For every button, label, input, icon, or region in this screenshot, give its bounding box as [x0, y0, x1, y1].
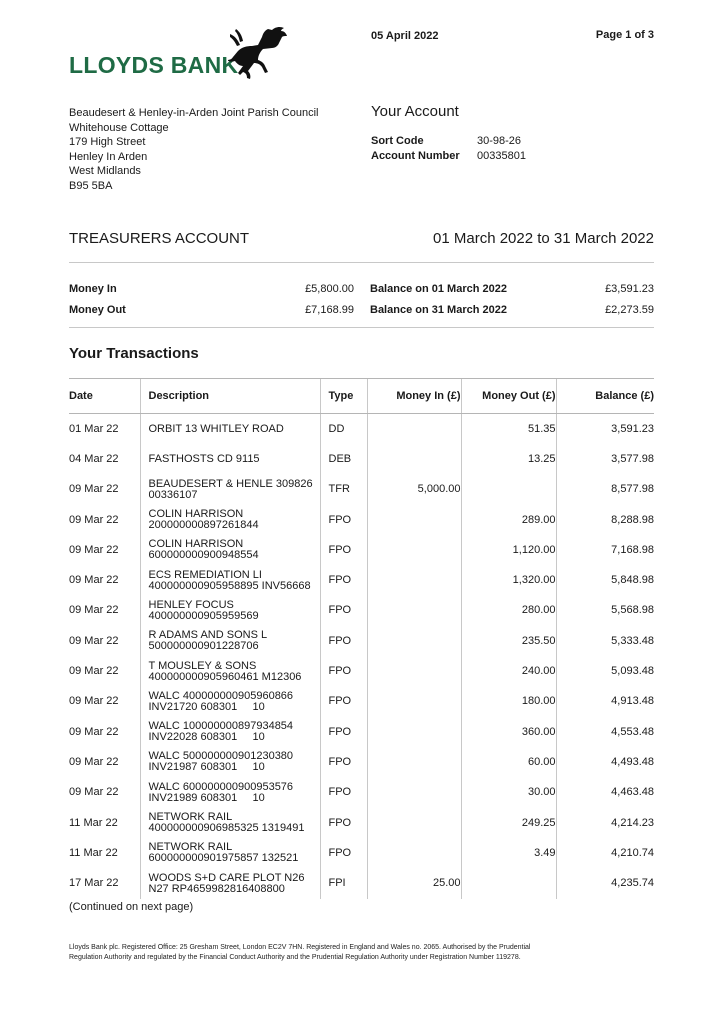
cell-description [140, 687, 320, 717]
cell-money-out: 3.49 [461, 838, 556, 868]
money-out-value: £7,168.99 [305, 304, 354, 316]
description-line: HENLEY FOCUS [148, 598, 234, 611]
description-reference: INV22028 608301 10 [148, 731, 265, 744]
table-row [69, 656, 654, 686]
address-line: Whitehouse Cottage [69, 121, 169, 134]
cell-date: 17 Mar 22 [69, 877, 119, 890]
description-line: ORBIT 13 WHITLEY ROAD [148, 422, 284, 435]
balance-end-value: £2,273.59 [605, 304, 654, 316]
cell-money-out: 235.50 [461, 626, 556, 656]
description-line: COLIN HARRISON [148, 508, 244, 521]
description-reference: N27 RP4659982816408800 [148, 882, 285, 895]
cell-date: 09 Mar 22 [69, 665, 119, 678]
cell-money-out: 249.25 [461, 808, 556, 838]
description-reference: 200000000897261844 [148, 519, 259, 532]
description-reference: INV21720 608301 10 [148, 700, 265, 713]
cell-type: FPI [320, 868, 367, 898]
table-row [69, 778, 654, 808]
description-line: WOODS S+D CARE PLOT N26 [148, 871, 305, 884]
cell-balance: 5,848.98 [556, 565, 654, 595]
description-line: WALC 600000000900953576 [148, 780, 294, 793]
address-line: Henley In Arden [69, 150, 148, 163]
money-in-value: £5,800.00 [305, 283, 354, 295]
cell-date: 11 Mar 22 [69, 816, 118, 829]
column-header-type: Type [320, 379, 367, 414]
sort-code-value: 30-98-26 [477, 135, 522, 147]
cell-money-in [367, 656, 461, 686]
cell-balance: 4,214.23 [556, 808, 654, 838]
continued-note: (Continued on next page) [69, 901, 194, 913]
table-row [69, 505, 654, 535]
cell-money-in [367, 596, 461, 626]
cell-date: 09 Mar 22 [69, 483, 119, 496]
cell-description [140, 717, 320, 747]
cell-description [140, 475, 320, 505]
table-row [69, 535, 654, 565]
description-reference: 400000000905959569 [148, 609, 259, 622]
black-horse-icon [228, 26, 290, 82]
cell-money-out: 1,320.00 [461, 565, 556, 595]
table-row [69, 596, 654, 626]
cell-money-out: 1,120.00 [461, 535, 556, 565]
cell-description [140, 565, 320, 595]
transactions-table [69, 378, 654, 899]
account-name: TREASURERS ACCOUNT [69, 230, 250, 247]
cell-balance: 4,463.48 [556, 778, 654, 808]
address-line: B95 5BA [69, 179, 113, 192]
cell-date: 09 Mar 22 [69, 513, 119, 526]
cell-money-in [367, 565, 461, 595]
cell-money-out: 280.00 [461, 596, 556, 626]
cell-description [140, 505, 320, 535]
cell-type: FPO [320, 687, 367, 717]
table-row [69, 747, 654, 777]
cell-type: FPO [320, 838, 367, 868]
your-account-heading: Your Account [371, 103, 459, 120]
cell-description [140, 808, 320, 838]
cell-type: FPO [320, 626, 367, 656]
description-reference: INV21987 608301 10 [148, 761, 265, 774]
address-line: Beaudesert & Henley-in-Arden Joint Parish Council [69, 107, 319, 119]
divider [69, 262, 654, 263]
cell-type: FPO [320, 596, 367, 626]
cell-description [140, 747, 320, 777]
transactions-heading: Your Transactions [69, 345, 199, 362]
table-row [69, 838, 654, 868]
cell-date: 09 Mar 22 [69, 786, 119, 799]
cell-money-in [367, 535, 461, 565]
cell-money-out: 360.00 [461, 717, 556, 747]
cell-money-in [367, 717, 461, 747]
description-line: WALC 100000000897934854 [148, 720, 294, 733]
legal-footer: Lloyds Bank plc. Registered Office: 25 Gresham Street, London EC2V 7HN. Registered in England and Wales no. 2065. Authorised by the Prudential Regulation Authority and regulated by the Financial Conduct Authority and the Prudential Regulation Authority under Registration Number 119278. [69, 944, 531, 961]
cell-balance: 4,913.48 [556, 687, 654, 717]
address-line: West Midlands [69, 165, 141, 178]
column-header-description: Description [140, 379, 320, 414]
cell-money-out: 30.00 [461, 778, 556, 808]
account-number-value: 00335801 [477, 150, 526, 162]
cell-date: 11 Mar 22 [69, 846, 118, 859]
cell-money-out: 180.00 [461, 687, 556, 717]
table-row [69, 414, 654, 445]
statement-period: 01 March 2022 to 31 March 2022 [433, 230, 654, 247]
description-reference: 400000000905960461 M12306 [148, 670, 302, 683]
description-reference: 400000000905958895 INV56668 [148, 579, 311, 592]
cell-description [140, 656, 320, 686]
cell-balance: 5,333.48 [556, 626, 654, 656]
address-line: 179 High Street [69, 136, 146, 149]
cell-balance: 8,577.98 [556, 475, 654, 505]
cell-money-in [367, 444, 461, 474]
description-line: WALC 500000000901230380 [148, 750, 294, 763]
table-row [69, 565, 654, 595]
description-reference: 00336107 [148, 488, 198, 501]
cell-description [140, 535, 320, 565]
cell-type: FPO [320, 656, 367, 686]
cell-money-out: 289.00 [461, 505, 556, 535]
cell-date: 01 Mar 22 [69, 422, 119, 435]
money-in-label: Money In [69, 283, 117, 295]
description-line: R ADAMS AND SONS L [148, 629, 268, 642]
cell-balance: 4,493.48 [556, 747, 654, 777]
cell-money-in [367, 687, 461, 717]
description-line: ECS REMEDIATION LI [148, 568, 262, 581]
cell-date: 09 Mar 22 [69, 725, 119, 738]
bank-logo-text: LLOYDS BANK [69, 52, 239, 78]
table-row [69, 808, 654, 838]
cell-balance: 5,568.98 [556, 596, 654, 626]
account-details [371, 134, 526, 164]
cell-date: 09 Mar 22 [69, 634, 119, 647]
balance-start-label: Balance on 01 March 2022 [370, 283, 507, 295]
cell-description [140, 444, 320, 474]
cell-balance: 8,288.98 [556, 505, 654, 535]
cell-money-out: 60.00 [461, 747, 556, 777]
statement-date: 05 April 2022 [371, 30, 439, 42]
cell-type: FPO [320, 717, 367, 747]
column-header-money-in: Money In (£) [367, 379, 461, 414]
cell-type: DEB [320, 444, 367, 474]
cell-type: FPO [320, 565, 367, 595]
cell-type: FPO [320, 747, 367, 777]
column-header-balance: Balance (£) [556, 379, 654, 414]
cell-type: FPO [320, 535, 367, 565]
description-reference: 400000000906985325 1319491 [148, 822, 305, 834]
cell-money-out [461, 868, 556, 898]
cell-date: 04 Mar 22 [69, 452, 119, 465]
description-reference: 600000000900948554 [148, 549, 259, 562]
customer-address [69, 106, 318, 194]
cell-balance: 7,168.98 [556, 535, 654, 565]
divider [69, 327, 654, 328]
description-reference: INV21989 608301 10 [148, 791, 265, 804]
cell-description [140, 596, 320, 626]
table-row [69, 717, 654, 747]
cell-money-out: 13.25 [461, 444, 556, 474]
cell-balance: 4,235.74 [556, 868, 654, 898]
cell-type: FPO [320, 778, 367, 808]
cell-type: FPO [320, 505, 367, 535]
cell-balance: 5,093.48 [556, 656, 654, 686]
cell-money-in [367, 626, 461, 656]
description-line: NETWORK RAIL [148, 811, 233, 823]
balance-end-label: Balance on 31 March 2022 [370, 304, 507, 316]
balance-start-value: £3,591.23 [605, 283, 654, 295]
cell-money-in [367, 838, 461, 868]
description-line: T MOUSLEY & SONS [148, 659, 257, 672]
cell-money-out [461, 475, 556, 505]
cell-money-in [367, 747, 461, 777]
description-line: BEAUDESERT & HENLE 309826 [148, 477, 313, 490]
description-line: NETWORK RAIL [148, 841, 233, 854]
cell-balance: 3,577.98 [556, 444, 654, 474]
cell-money-in: 5,000.00 [367, 475, 461, 505]
description-reference: 600000000901975857 132521 [148, 852, 299, 865]
sort-code-label: Sort Code [371, 135, 424, 147]
cell-type: TFR [320, 475, 367, 505]
column-header-money-out: Money Out (£) [461, 379, 556, 414]
account-number-label: Account Number [371, 150, 460, 162]
cell-date: 09 Mar 22 [69, 574, 119, 587]
cell-money-in [367, 808, 461, 838]
cell-description [140, 868, 320, 898]
cell-date: 09 Mar 22 [69, 543, 119, 556]
cell-money-in: 25.00 [367, 868, 461, 898]
table-header-row [69, 379, 654, 414]
description-reference: 500000000901228706 [148, 640, 259, 653]
table-row [69, 687, 654, 717]
cell-type: FPO [320, 808, 367, 838]
cell-money-in [367, 414, 461, 445]
cell-date: 09 Mar 22 [69, 695, 119, 708]
cell-description [140, 778, 320, 808]
table-row [69, 475, 654, 505]
cell-money-out: 51.35 [461, 414, 556, 445]
cell-balance: 3,591.23 [556, 414, 654, 445]
cell-balance: 4,553.48 [556, 717, 654, 747]
table-row [69, 626, 654, 656]
table-row [69, 444, 654, 474]
cell-date: 09 Mar 22 [69, 604, 119, 617]
money-out-label: Money Out [69, 304, 126, 316]
description-line: WALC 400000000905960866 [148, 689, 294, 702]
cell-money-in [367, 505, 461, 535]
page-number: Page 1 of 3 [595, 29, 654, 41]
cell-description [140, 838, 320, 868]
cell-description [140, 626, 320, 656]
description-line: COLIN HARRISON [148, 538, 244, 551]
cell-balance: 4,210.74 [556, 838, 654, 868]
cell-money-in [367, 778, 461, 808]
cell-description [140, 414, 320, 445]
cell-type: DD [320, 414, 367, 445]
table-row [69, 868, 654, 898]
cell-money-out: 240.00 [461, 656, 556, 686]
column-header-date: Date [69, 379, 140, 414]
cell-date: 09 Mar 22 [69, 755, 119, 768]
description-line: FASTHOSTS CD 9115 [148, 452, 260, 465]
